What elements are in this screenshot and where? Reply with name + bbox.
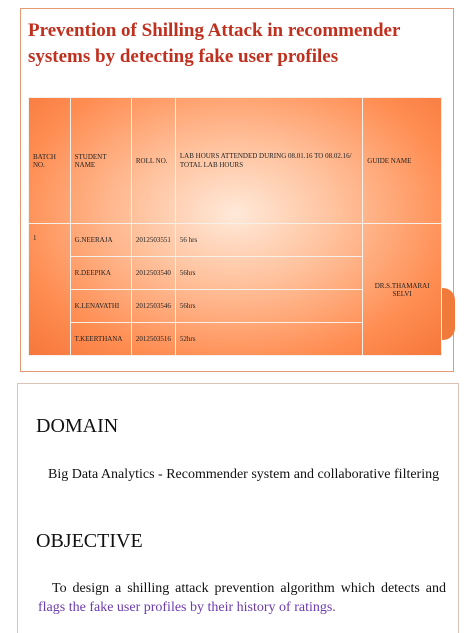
- header-guide-name: GUIDE NAME: [363, 98, 442, 224]
- lab-hours: 56hrs: [175, 290, 362, 323]
- student-name: K.LENAVATHI: [70, 290, 131, 323]
- student-name: R.DEEPIKA: [70, 257, 131, 290]
- header-lab-hours: LAB HOURS ATTENDED DURING 08.01.16 TO 08.02.16/ TOTAL LAB HOURS: [175, 98, 362, 224]
- objective-text: [38, 579, 446, 617]
- domain-text: Big Data Analytics - Recommender system and collaborative filtering: [48, 467, 440, 482]
- header-roll-no: ROLL NO.: [131, 98, 175, 224]
- objective-text-part: To design a shilling attack prevention algorithm which detects and: [52, 581, 446, 596]
- domain-heading: DOMAIN: [36, 415, 119, 437]
- header-student-name: STUDENT NAME: [70, 98, 131, 224]
- lab-hours: 56 hrs: [175, 224, 362, 257]
- objective-heading: OBJECTIVE: [36, 530, 143, 552]
- roll-number: 2012503546: [131, 290, 175, 323]
- student-name: T.KEERTHANA: [70, 323, 131, 356]
- batch-number: 1: [29, 224, 71, 356]
- guide-name: DR.S.THAMARAI SELVI: [363, 224, 442, 356]
- batch-table: [28, 97, 442, 356]
- objective-highlight: flags the fake user profiles by their history of ratings.: [38, 600, 336, 615]
- header-batch-no: BATCH NO.: [29, 98, 71, 224]
- lab-hours: 56hrs: [175, 257, 362, 290]
- table-row: [29, 224, 442, 257]
- student-name: G.NEERAJA: [70, 224, 131, 257]
- lab-hours: 52hrs: [175, 323, 362, 356]
- roll-number: 2012503540: [131, 257, 175, 290]
- roll-number: 2012503551: [131, 224, 175, 257]
- slide-title: Prevention of Shilling Attack in recommender systems by detecting fake user profiles: [28, 20, 401, 67]
- roll-number: 2012503516: [131, 323, 175, 356]
- table-header-row: [29, 98, 442, 224]
